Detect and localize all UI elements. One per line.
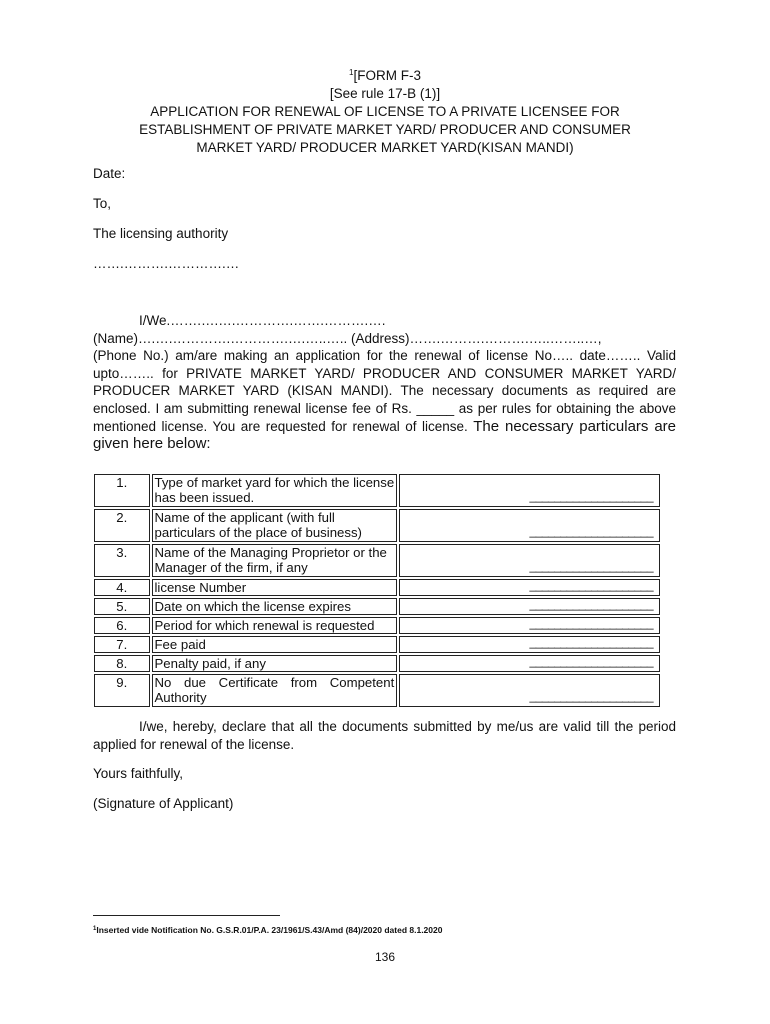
application-text: (Phone No.) am/are making an application for the renewal of license No….. date…….. Valid upto…….. for PRIVATE MARKET YARD/ PRODUCER AND CONSUMER MARKET YARD/ PRODUCER MARKET YARD (KISAN MANDI). The necessary documents as required are enclosed. I am submitting renewal license fee of Rs. _____ as per rules for obtaining the above mentioned license. You are requested for renewal of license. bbox=[93, 348, 676, 434]
table-row bbox=[94, 579, 660, 596]
declaration bbox=[93, 718, 676, 754]
row-value-blank: ____________________ bbox=[529, 597, 653, 611]
row-number: 7. bbox=[94, 636, 150, 653]
row-number: 3. bbox=[94, 544, 150, 577]
row-value-field[interactable] bbox=[399, 509, 660, 542]
row-value-field[interactable] bbox=[399, 655, 660, 672]
particulars-table bbox=[92, 472, 662, 709]
row-value-blank: ____________________ bbox=[529, 635, 653, 649]
name-address-line: (Name)….….………….………….….…..….. (Address)…….……….……….…..……..…, bbox=[93, 330, 602, 346]
to-label: To, bbox=[93, 196, 112, 211]
row-number: 5. bbox=[94, 598, 150, 615]
row-description: Type of market yard for which the license has been issued. bbox=[152, 474, 398, 507]
applicant-blank: I/We.…….….….………….…….……….…. bbox=[139, 313, 386, 328]
footnote-number: 1 bbox=[93, 926, 97, 932]
signature-of-applicant: (Signature of Applicant) bbox=[93, 796, 234, 811]
footnote-text: Inserted vide Notification No. G.S.R.01/P.A. 23/1961/S.43/Amd (84)/2020 dated 8.1.2020 bbox=[96, 925, 443, 935]
date-label: Date: bbox=[93, 166, 126, 181]
applicant-line bbox=[93, 312, 676, 330]
footnote-marker: 1 bbox=[349, 68, 354, 77]
row-description: license Number bbox=[152, 579, 398, 596]
row-description: Penalty paid, if any bbox=[152, 655, 398, 672]
row-value-field[interactable] bbox=[399, 544, 660, 577]
row-value-blank: ____________________ bbox=[529, 524, 653, 538]
row-number: 6. bbox=[94, 617, 150, 634]
footnote bbox=[93, 925, 442, 935]
application-paragraph bbox=[93, 312, 676, 453]
table-row bbox=[94, 674, 660, 707]
row-description: Period for which renewal is requested bbox=[152, 617, 398, 634]
row-value-blank: ____________________ bbox=[529, 616, 653, 630]
row-value-field[interactable] bbox=[399, 636, 660, 653]
form-number bbox=[90, 64, 680, 85]
table-row bbox=[94, 598, 660, 615]
row-description: Date on which the license expires bbox=[152, 598, 398, 615]
table-row bbox=[94, 474, 660, 507]
declaration-text: I/we, hereby, declare that all the documents submitted by me/us are valid till the period applied for renewal of the license. bbox=[93, 719, 676, 752]
row-value-field[interactable] bbox=[399, 579, 660, 596]
row-value-field[interactable] bbox=[399, 674, 660, 707]
rule-reference: [See rule 17-B (1)] bbox=[329, 86, 441, 101]
row-number: 2. bbox=[94, 509, 150, 542]
row-value-blank: ____________________ bbox=[529, 578, 653, 592]
particulars-intro: The necessary particulars are given here below: bbox=[93, 417, 676, 453]
row-value-blank: ____________________ bbox=[529, 654, 653, 668]
form-header bbox=[90, 64, 680, 157]
table-row bbox=[94, 636, 660, 653]
form-label: [FORM F-3 bbox=[353, 68, 421, 83]
row-value-field[interactable] bbox=[399, 474, 660, 507]
row-number: 8. bbox=[94, 655, 150, 672]
row-description: Fee paid bbox=[152, 636, 398, 653]
row-value-field[interactable] bbox=[399, 617, 660, 634]
form-title-line1: APPLICATION FOR RENEWAL OF LICENSE TO A PRIVATE LICENSEE FOR bbox=[150, 104, 620, 119]
table-row bbox=[94, 617, 660, 634]
row-description: Name of the Managing Proprietor or the Manager of the firm, if any bbox=[152, 544, 398, 577]
authority-blank: …….……….………….… bbox=[93, 256, 240, 271]
page-number: 136 bbox=[374, 950, 396, 964]
row-value-blank: ____________________ bbox=[529, 559, 653, 573]
row-number: 1. bbox=[94, 474, 150, 507]
row-description: No due Certificate from Competent Authority bbox=[152, 674, 398, 707]
form-title-line2: ESTABLISHMENT OF PRIVATE MARKET YARD/ PRODUCER AND CONSUMER bbox=[139, 122, 631, 137]
row-number: 4. bbox=[94, 579, 150, 596]
row-description: Name of the applicant (with full particulars of the place of business) bbox=[152, 509, 398, 542]
row-value-blank: ____________________ bbox=[529, 489, 653, 503]
row-value-field[interactable] bbox=[399, 598, 660, 615]
form-title-line3: MARKET YARD/ PRODUCER MARKET YARD(KISAN MANDI) bbox=[196, 140, 574, 155]
yours-faithfully: Yours faithfully, bbox=[93, 766, 184, 781]
table-row bbox=[94, 509, 660, 542]
table-row bbox=[94, 655, 660, 672]
row-number: 9. bbox=[94, 674, 150, 707]
table-row bbox=[94, 544, 660, 577]
row-value-blank: ____________________ bbox=[529, 689, 653, 703]
footnote-divider bbox=[93, 915, 280, 916]
licensing-authority: The licensing authority bbox=[93, 226, 229, 241]
